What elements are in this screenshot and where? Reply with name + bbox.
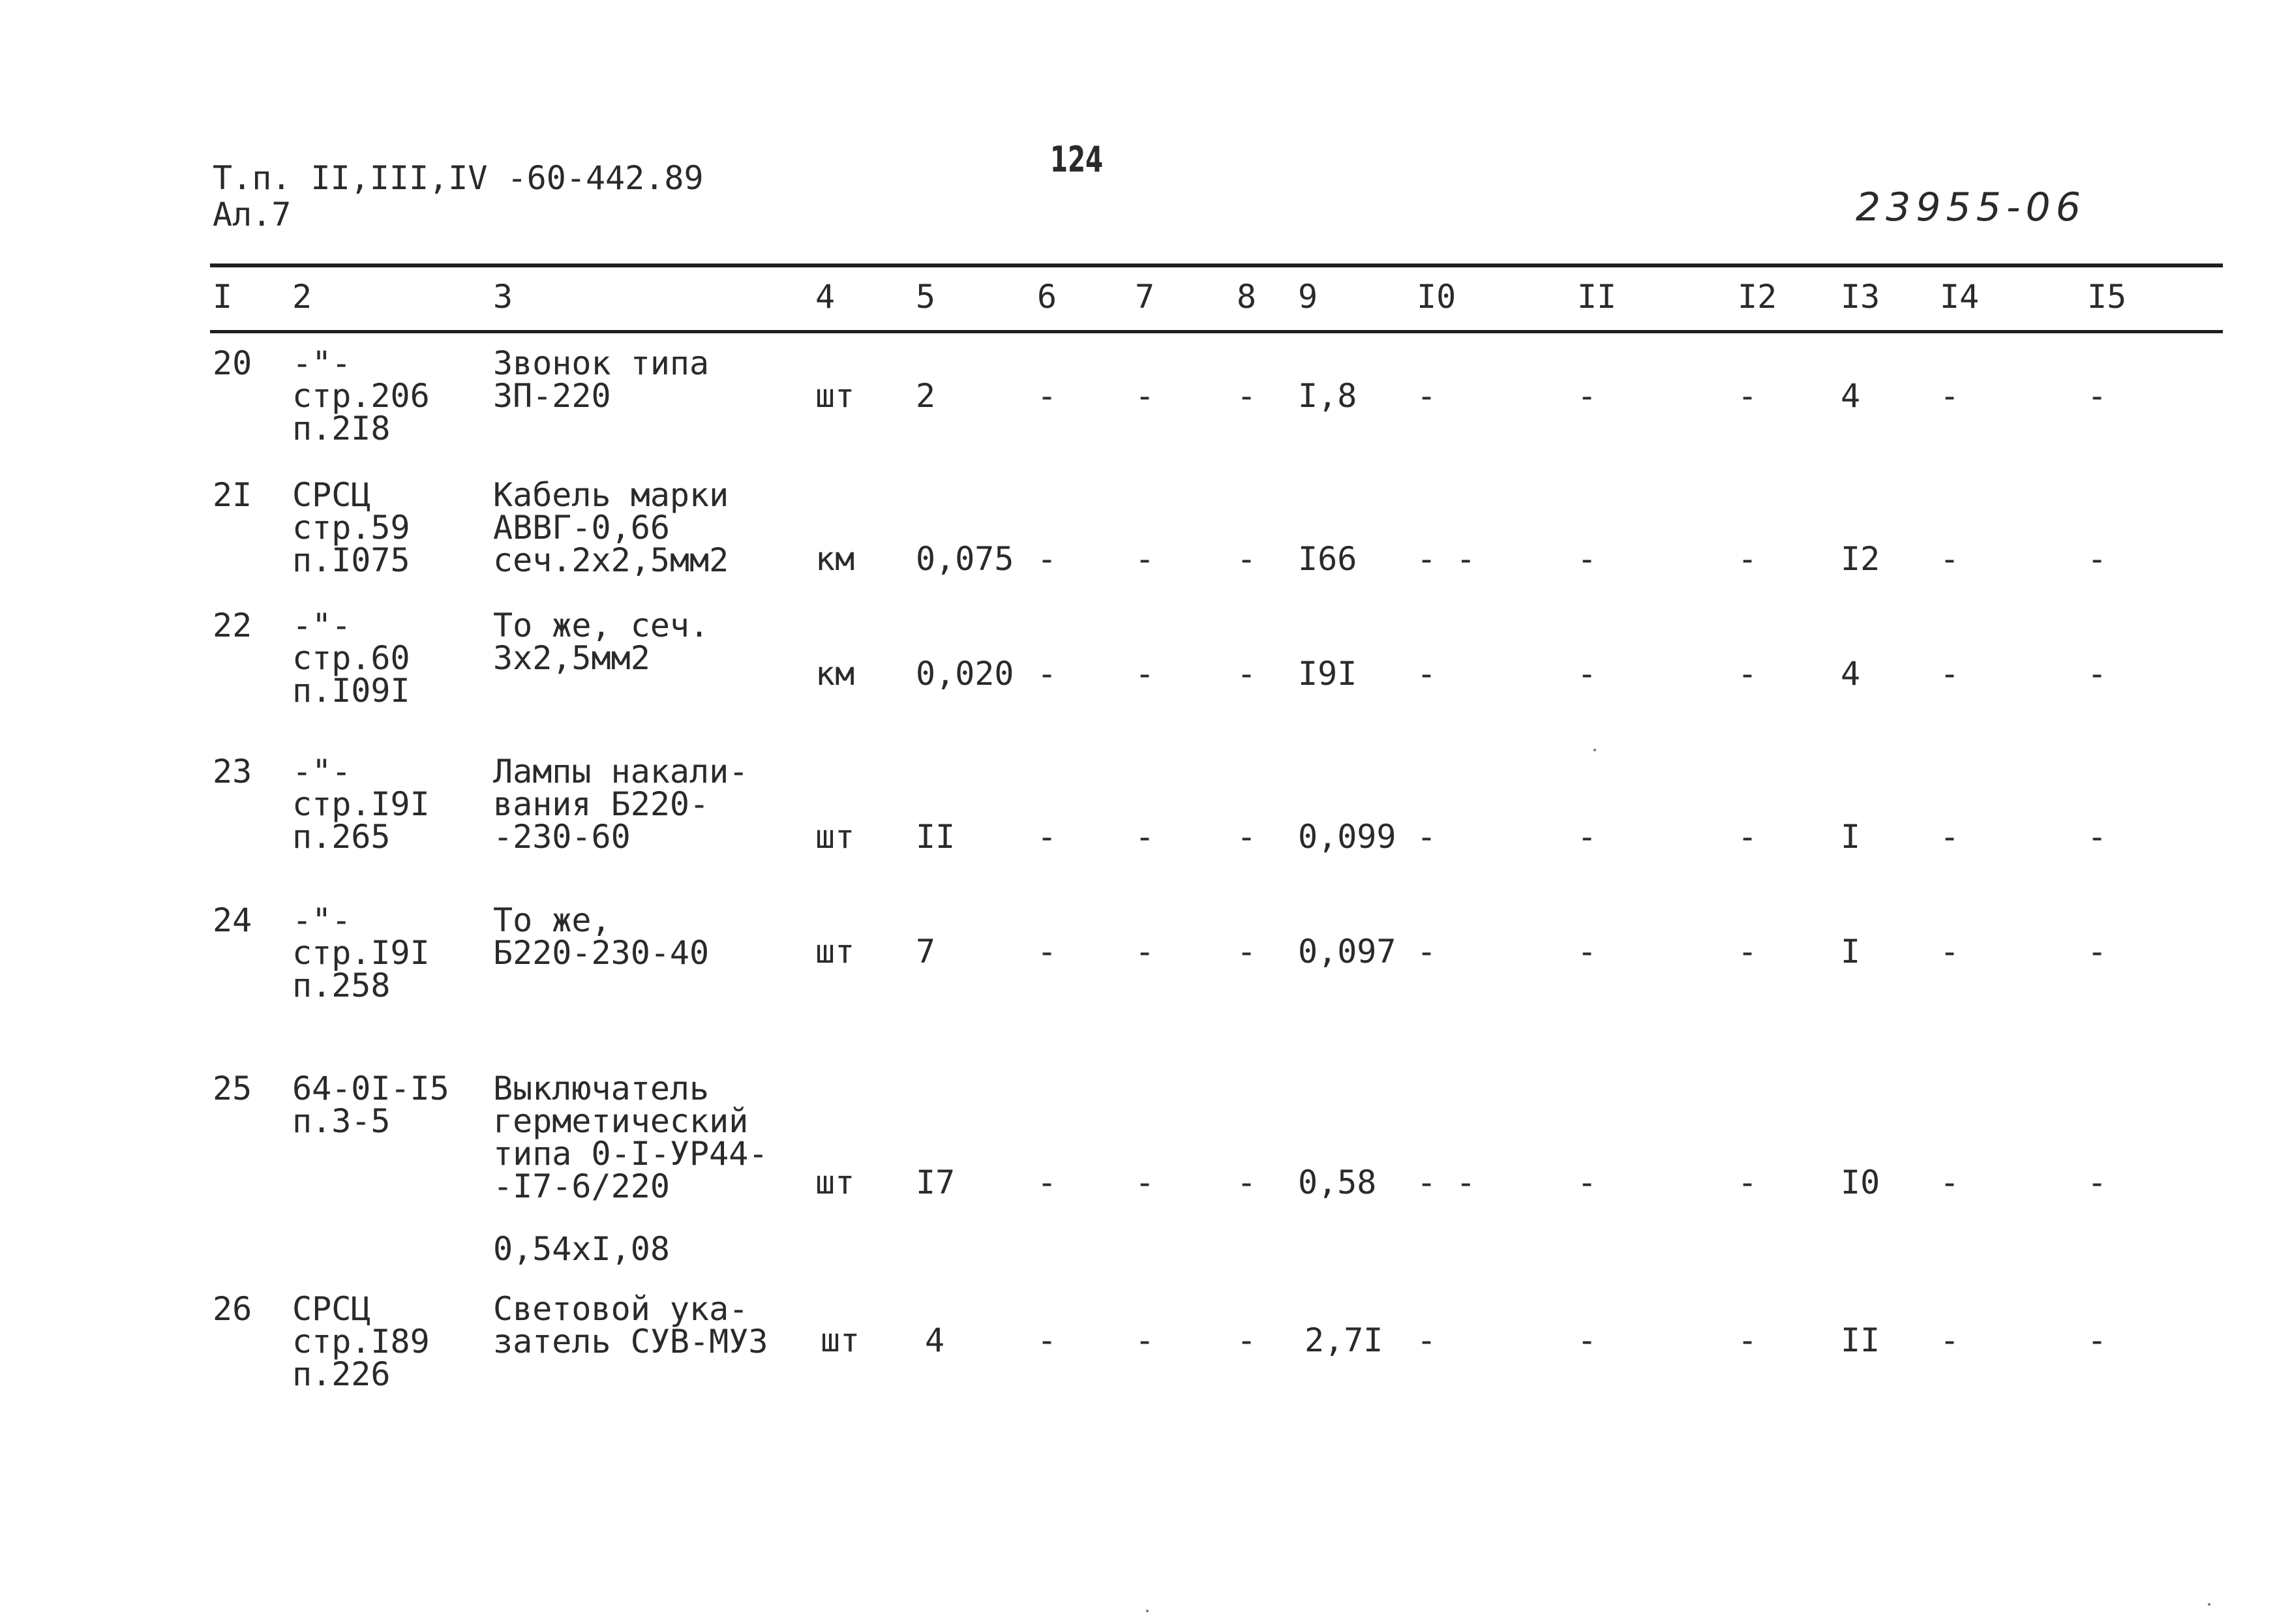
value-cell-col-9: I9I	[1298, 655, 1357, 693]
value-cell-col-9: 0,58	[1298, 1164, 1377, 1201]
column-header-5: 5	[916, 278, 936, 316]
description-cell: То же, Б220-230-40	[493, 901, 710, 972]
value-cell-col-11: -	[1577, 933, 1597, 970]
row-number: 2I	[213, 476, 252, 514]
reference-cell: СРСЦ стр.59 п.I075	[292, 476, 410, 579]
value-cell-col-5: II	[916, 818, 956, 856]
value-cell-col-5: 7	[916, 933, 936, 970]
value-cell-col-6: -	[1037, 933, 1057, 970]
reference-cell: СРСЦ стр.I89 п.226	[292, 1290, 430, 1393]
value-cell-col-15: -	[2087, 1321, 2107, 1359]
value-cell-col-14: -	[1940, 655, 1960, 693]
value-cell-col-10: - -	[1417, 540, 1476, 578]
row-number: 26	[213, 1290, 252, 1328]
value-cell-col-11: -	[1577, 1321, 1597, 1359]
value-cell-col-10: -	[1417, 377, 1437, 415]
value-cell-col-15: -	[2087, 377, 2107, 415]
value-cell-col-12: -	[1738, 540, 1758, 578]
value-cell-col-15: -	[2087, 540, 2107, 578]
value-cell-col-7: -	[1135, 655, 1155, 693]
column-header-4: 4	[815, 278, 836, 316]
value-cell-col-8: -	[1237, 1321, 1257, 1359]
value-cell-col-5: 0,075	[916, 540, 1014, 578]
value-cell-col-5: 0,020	[916, 655, 1014, 693]
reference-cell: -"- стр.I9I п.265	[292, 753, 430, 856]
row-number: 20	[213, 344, 252, 382]
value-cell-col-6: -	[1037, 1164, 1057, 1201]
value-cell-col-13: 4	[1841, 377, 1861, 415]
table-header-rule	[210, 330, 2223, 333]
unit-cell: км	[815, 540, 855, 578]
value-cell-col-14: -	[1940, 377, 1960, 415]
row-number: 23	[213, 753, 252, 790]
value-cell-col-12: -	[1738, 818, 1758, 856]
unit-cell: шт	[815, 933, 855, 970]
value-cell-col-8: -	[1237, 933, 1257, 970]
reference-cell: -"- стр.206 п.2I8	[292, 344, 430, 447]
value-cell-col-9: I,8	[1298, 377, 1357, 415]
column-header-14: I4	[1940, 278, 1980, 316]
column-header-9: 9	[1298, 278, 1318, 316]
value-cell-col-13: I	[1841, 933, 1861, 970]
column-header-15: I5	[2087, 278, 2127, 316]
value-cell-col-8: -	[1237, 818, 1257, 856]
value-cell-col-15: -	[2087, 1164, 2107, 1201]
column-header-12: I2	[1738, 278, 1777, 316]
value-cell-col-8: -	[1237, 540, 1257, 578]
row-number: 25	[213, 1070, 252, 1107]
value-cell-col-10: - -	[1417, 1164, 1476, 1201]
value-cell-col-12: -	[1738, 933, 1758, 970]
value-cell-col-7: -	[1135, 1164, 1155, 1201]
value-cell-col-12: -	[1738, 1321, 1758, 1359]
scan-speck	[1146, 1610, 1149, 1612]
unit-cell: шт	[815, 377, 855, 415]
value-cell-col-11: -	[1577, 1164, 1597, 1201]
value-cell-col-13: I	[1841, 818, 1861, 856]
description-cell: Кабель марки АВВГ-0,66 сеч.2х2,5мм2	[493, 476, 729, 579]
value-cell-col-15: -	[2087, 818, 2107, 856]
value-cell-col-15: -	[2087, 933, 2107, 970]
value-cell-col-9: I66	[1298, 540, 1357, 578]
value-cell-col-14: -	[1940, 933, 1960, 970]
value-cell-col-9: 0,099	[1298, 818, 1396, 856]
value-cell-col-8: -	[1237, 377, 1257, 415]
value-cell-col-12: -	[1738, 655, 1758, 693]
value-cell-col-5: 2	[916, 377, 936, 415]
value-cell-col-9: 0,097	[1298, 933, 1396, 970]
description-cell: Выключатель герметический типа 0-I-УР44- -I7-6/220	[493, 1070, 768, 1205]
unit-cell: шт	[821, 1321, 860, 1359]
document-code: 23955-06	[1856, 185, 2086, 230]
project-code: Т.п. II,III,IV -60-442.89	[213, 159, 704, 197]
value-cell-col-13: II	[1841, 1321, 1880, 1359]
value-cell-col-6: -	[1037, 540, 1057, 578]
row-number: 24	[213, 901, 252, 939]
value-cell-col-8: -	[1237, 1164, 1257, 1201]
value-cell-col-5: 4	[925, 1321, 945, 1359]
value-cell-col-7: -	[1135, 818, 1155, 856]
value-cell-col-7: -	[1135, 377, 1155, 415]
value-cell-col-11: -	[1577, 818, 1597, 856]
value-cell-col-11: -	[1577, 377, 1597, 415]
value-cell-col-10: -	[1417, 1321, 1437, 1359]
value-cell-col-10: -	[1417, 933, 1437, 970]
description-cell: Звонок типа ЗП-220	[493, 344, 710, 415]
column-header-2: 2	[292, 278, 312, 316]
value-cell-col-10: -	[1417, 655, 1437, 693]
column-header-10: I0	[1417, 278, 1456, 316]
column-header-3: 3	[493, 278, 513, 316]
value-cell-col-6: -	[1037, 655, 1057, 693]
column-header-11: II	[1577, 278, 1617, 316]
column-header-8: 8	[1237, 278, 1257, 316]
value-cell-col-9: 2,7I	[1304, 1321, 1383, 1359]
row-number: 22	[213, 607, 252, 644]
value-cell-col-6: -	[1037, 818, 1057, 856]
unit-cell: шт	[815, 1164, 855, 1201]
reference-cell: -"- стр.I9I п.258	[292, 901, 430, 1004]
column-header-13: I3	[1841, 278, 1880, 316]
value-cell-col-11: -	[1577, 655, 1597, 693]
value-cell-col-10: -	[1417, 818, 1437, 856]
value-cell-col-7: -	[1135, 540, 1155, 578]
reference-cell: 64-0I-I5 п.3-5	[292, 1070, 449, 1140]
value-cell-col-7: -	[1135, 1321, 1155, 1359]
scan-speck	[1593, 749, 1596, 751]
table-top-rule	[210, 263, 2223, 267]
value-cell-col-11: -	[1577, 540, 1597, 578]
description-cell: Лампы накали- вания Б220- -230-60	[493, 753, 749, 856]
description-cell: Световой ука- затель СУВ-МУЗ	[493, 1290, 768, 1361]
sheet-label: Ал.7	[213, 196, 292, 233]
column-header-6: 6	[1037, 278, 1057, 316]
value-cell-col-6: -	[1037, 1321, 1057, 1359]
value-cell-col-14: -	[1940, 1164, 1960, 1201]
value-cell-col-13: 4	[1841, 655, 1861, 693]
value-cell-col-7: -	[1135, 933, 1155, 970]
column-header-1: I	[213, 278, 233, 316]
value-cell-col-15: -	[2087, 655, 2107, 693]
value-cell-col-14: -	[1940, 818, 1960, 856]
value-cell-col-13: I2	[1841, 540, 1880, 578]
value-cell-col-14: -	[1940, 1321, 1960, 1359]
value-cell-col-12: -	[1738, 377, 1758, 415]
value-cell-col-12: -	[1738, 1164, 1758, 1201]
value-cell-col-8: -	[1237, 655, 1257, 693]
value-cell-col-13: I0	[1841, 1164, 1880, 1201]
dimension-note: 0,54хI,08	[493, 1230, 670, 1268]
scan-speck	[2208, 1603, 2210, 1606]
unit-cell: шт	[815, 818, 855, 856]
description-cell: То же, сеч. 3х2,5мм2	[493, 607, 710, 677]
page-number: 124	[1050, 139, 1104, 180]
unit-cell: км	[815, 655, 855, 693]
reference-cell: -"- стр.60 п.I09I	[292, 607, 410, 710]
value-cell-col-14: -	[1940, 540, 1960, 578]
column-header-7: 7	[1135, 278, 1155, 316]
value-cell-col-5: I7	[916, 1164, 956, 1201]
value-cell-col-6: -	[1037, 377, 1057, 415]
